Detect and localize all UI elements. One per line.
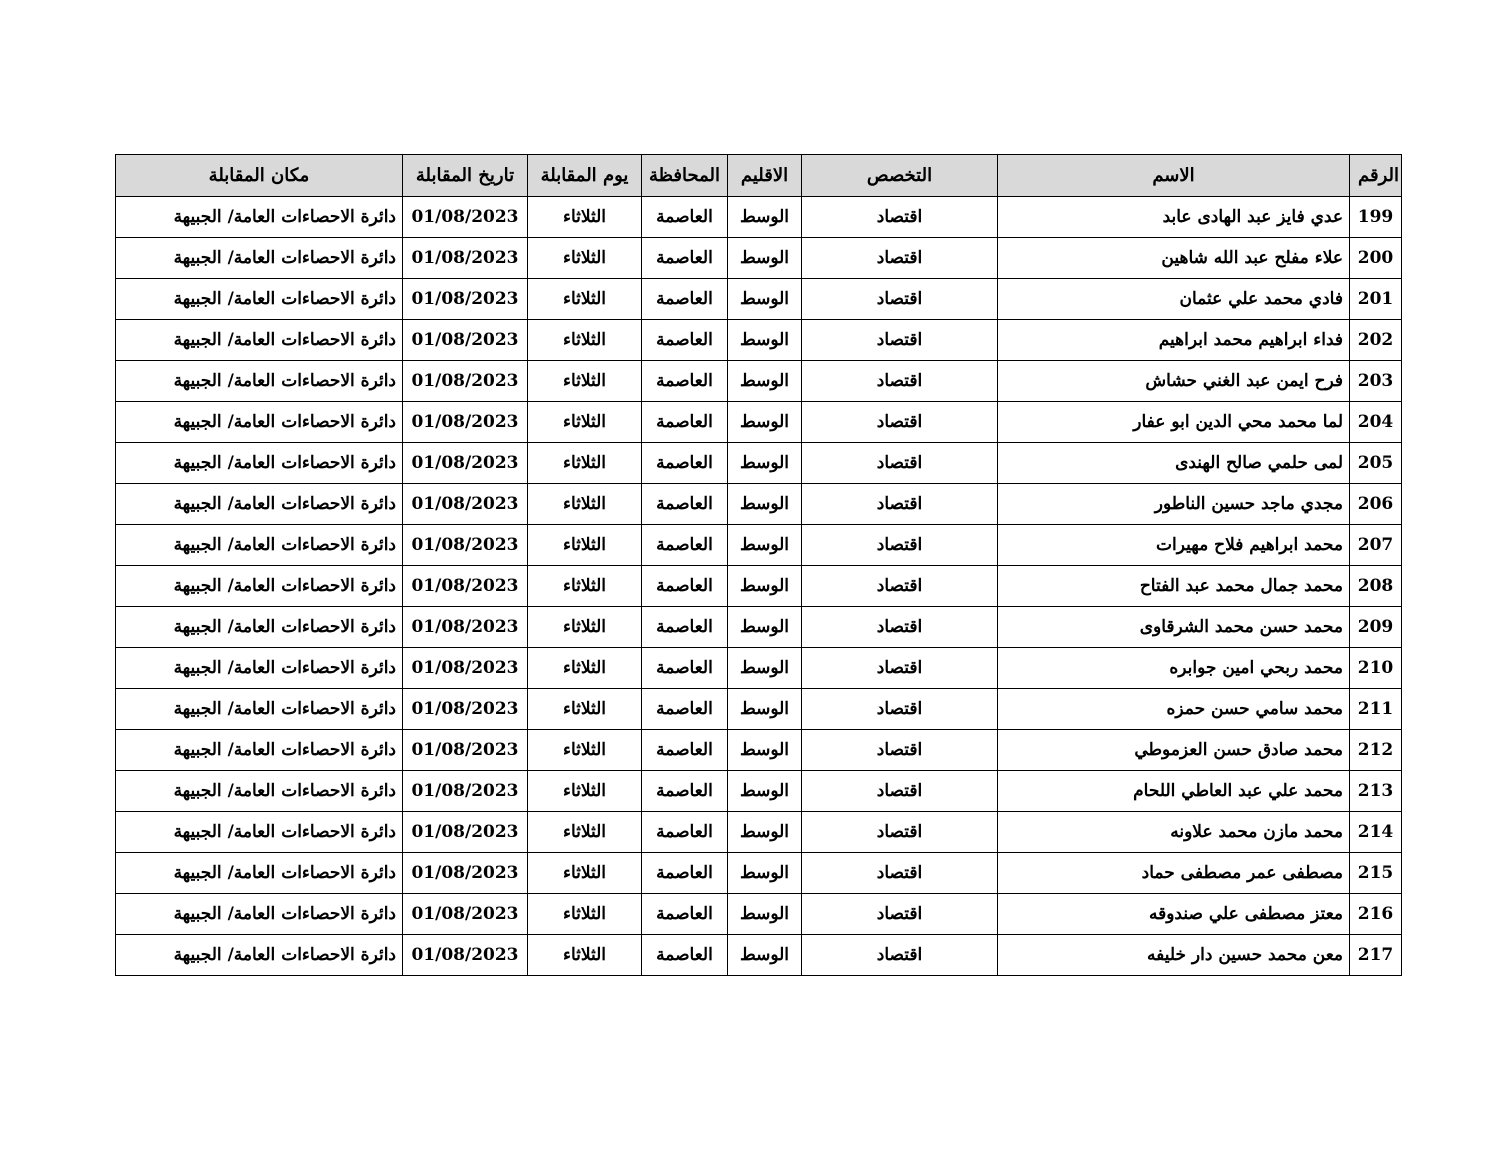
cell-interview-day: الثلاثاء <box>528 320 642 361</box>
cell-number: 207 <box>1350 525 1402 566</box>
table-row <box>116 320 1402 361</box>
table-row <box>116 402 1402 443</box>
cell-region: الوسط <box>728 730 802 771</box>
header-interview-place: مكان المقابلة <box>116 155 403 197</box>
cell-number: 212 <box>1350 730 1402 771</box>
cell-region: الوسط <box>728 197 802 238</box>
cell-governorate: العاصمة <box>642 361 728 402</box>
cell-interview-place: دائرة الاحصاءات العامة/ الجبيهة <box>116 484 403 525</box>
cell-interview-day: الثلاثاء <box>528 771 642 812</box>
cell-region: الوسط <box>728 320 802 361</box>
cell-interview-date: 01/08/2023 <box>403 443 528 484</box>
cell-region: الوسط <box>728 566 802 607</box>
cell-interview-day: الثلاثاء <box>528 402 642 443</box>
cell-specialty: اقتصاد <box>802 484 998 525</box>
table-row <box>116 771 1402 812</box>
cell-interview-date: 01/08/2023 <box>403 730 528 771</box>
cell-specialty: اقتصاد <box>802 648 998 689</box>
cell-interview-place: دائرة الاحصاءات العامة/ الجبيهة <box>116 607 403 648</box>
cell-interview-place: دائرة الاحصاءات العامة/ الجبيهة <box>116 771 403 812</box>
cell-interview-day: الثلاثاء <box>528 443 642 484</box>
cell-interview-place: دائرة الاحصاءات العامة/ الجبيهة <box>116 853 403 894</box>
cell-interview-place: دائرة الاحصاءات العامة/ الجبيهة <box>116 279 403 320</box>
cell-interview-date: 01/08/2023 <box>403 566 528 607</box>
cell-interview-day: الثلاثاء <box>528 197 642 238</box>
header-name: الاسم <box>998 155 1350 197</box>
table-row <box>116 484 1402 525</box>
table-row <box>116 279 1402 320</box>
cell-region: الوسط <box>728 238 802 279</box>
cell-specialty: اقتصاد <box>802 279 998 320</box>
cell-governorate: العاصمة <box>642 894 728 935</box>
cell-region: الوسط <box>728 279 802 320</box>
cell-region: الوسط <box>728 894 802 935</box>
cell-interview-date: 01/08/2023 <box>403 935 528 976</box>
cell-governorate: العاصمة <box>642 443 728 484</box>
cell-governorate: العاصمة <box>642 279 728 320</box>
cell-interview-day: الثلاثاء <box>528 894 642 935</box>
cell-number: 199 <box>1350 197 1402 238</box>
cell-governorate: العاصمة <box>642 197 728 238</box>
cell-region: الوسط <box>728 525 802 566</box>
cell-number: 211 <box>1350 689 1402 730</box>
header-interview-date: تاريخ المقابلة <box>403 155 528 197</box>
table-row <box>116 361 1402 402</box>
cell-interview-day: الثلاثاء <box>528 607 642 648</box>
cell-governorate: العاصمة <box>642 402 728 443</box>
cell-interview-day: الثلاثاء <box>528 853 642 894</box>
cell-number: 202 <box>1350 320 1402 361</box>
cell-governorate: العاصمة <box>642 484 728 525</box>
table-row <box>116 238 1402 279</box>
cell-number: 201 <box>1350 279 1402 320</box>
cell-interview-date: 01/08/2023 <box>403 648 528 689</box>
cell-name: مجدي ماجد حسين الناطور <box>998 484 1350 525</box>
table-row <box>116 443 1402 484</box>
cell-specialty: اقتصاد <box>802 894 998 935</box>
cell-governorate: العاصمة <box>642 525 728 566</box>
document-page <box>115 154 1401 976</box>
cell-interview-place: دائرة الاحصاءات العامة/ الجبيهة <box>116 197 403 238</box>
cell-name: معتز مصطفى علي صندوقه <box>998 894 1350 935</box>
cell-interview-date: 01/08/2023 <box>403 484 528 525</box>
table-row <box>116 525 1402 566</box>
cell-name: معن محمد حسين دار خليفه <box>998 935 1350 976</box>
table-row <box>116 197 1402 238</box>
cell-region: الوسط <box>728 443 802 484</box>
cell-specialty: اقتصاد <box>802 812 998 853</box>
cell-region: الوسط <box>728 484 802 525</box>
header-governorate: المحافظة <box>642 155 728 197</box>
cell-interview-day: الثلاثاء <box>528 525 642 566</box>
cell-interview-date: 01/08/2023 <box>403 607 528 648</box>
cell-interview-day: الثلاثاء <box>528 279 642 320</box>
cell-interview-place: دائرة الاحصاءات العامة/ الجبيهة <box>116 894 403 935</box>
cell-interview-place: دائرة الاحصاءات العامة/ الجبيهة <box>116 443 403 484</box>
cell-interview-day: الثلاثاء <box>528 812 642 853</box>
cell-specialty: اقتصاد <box>802 935 998 976</box>
cell-specialty: اقتصاد <box>802 402 998 443</box>
cell-specialty: اقتصاد <box>802 320 998 361</box>
cell-governorate: العاصمة <box>642 771 728 812</box>
cell-name: محمد صادق حسن العزموطي <box>998 730 1350 771</box>
interview-schedule-table <box>115 154 1402 976</box>
cell-number: 203 <box>1350 361 1402 402</box>
cell-specialty: اقتصاد <box>802 238 998 279</box>
table-row <box>116 894 1402 935</box>
cell-interview-place: دائرة الاحصاءات العامة/ الجبيهة <box>116 402 403 443</box>
cell-number: 213 <box>1350 771 1402 812</box>
cell-number: 214 <box>1350 812 1402 853</box>
cell-name: لمى حلمي صالح الهندى <box>998 443 1350 484</box>
cell-region: الوسط <box>728 607 802 648</box>
cell-specialty: اقتصاد <box>802 689 998 730</box>
cell-interview-date: 01/08/2023 <box>403 402 528 443</box>
cell-interview-date: 01/08/2023 <box>403 771 528 812</box>
cell-interview-day: الثلاثاء <box>528 730 642 771</box>
cell-specialty: اقتصاد <box>802 525 998 566</box>
cell-name: فرح ايمن عبد الغني حشاش <box>998 361 1350 402</box>
cell-interview-date: 01/08/2023 <box>403 320 528 361</box>
cell-region: الوسط <box>728 402 802 443</box>
cell-governorate: العاصمة <box>642 853 728 894</box>
header-specialty: التخصص <box>802 155 998 197</box>
cell-interview-place: دائرة الاحصاءات العامة/ الجبيهة <box>116 566 403 607</box>
cell-governorate: العاصمة <box>642 238 728 279</box>
cell-name: محمد علي عبد العاطي اللحام <box>998 771 1350 812</box>
cell-number: 204 <box>1350 402 1402 443</box>
cell-interview-date: 01/08/2023 <box>403 894 528 935</box>
cell-number: 200 <box>1350 238 1402 279</box>
cell-interview-date: 01/08/2023 <box>403 525 528 566</box>
cell-interview-place: دائرة الاحصاءات العامة/ الجبيهة <box>116 730 403 771</box>
cell-interview-day: الثلاثاء <box>528 238 642 279</box>
cell-specialty: اقتصاد <box>802 730 998 771</box>
cell-region: الوسط <box>728 853 802 894</box>
cell-specialty: اقتصاد <box>802 197 998 238</box>
cell-name: محمد حسن محمد الشرقاوى <box>998 607 1350 648</box>
cell-specialty: اقتصاد <box>802 566 998 607</box>
cell-governorate: العاصمة <box>642 648 728 689</box>
cell-interview-day: الثلاثاء <box>528 648 642 689</box>
header-number: الرقم <box>1350 155 1402 197</box>
cell-interview-place: دائرة الاحصاءات العامة/ الجبيهة <box>116 361 403 402</box>
cell-interview-date: 01/08/2023 <box>403 689 528 730</box>
cell-governorate: العاصمة <box>642 320 728 361</box>
cell-governorate: العاصمة <box>642 607 728 648</box>
cell-interview-date: 01/08/2023 <box>403 361 528 402</box>
cell-region: الوسط <box>728 935 802 976</box>
cell-name: محمد سامي حسن حمزه <box>998 689 1350 730</box>
cell-governorate: العاصمة <box>642 812 728 853</box>
cell-number: 216 <box>1350 894 1402 935</box>
table-header <box>116 155 1402 197</box>
cell-interview-place: دائرة الاحصاءات العامة/ الجبيهة <box>116 238 403 279</box>
cell-region: الوسط <box>728 771 802 812</box>
cell-name: محمد جمال محمد عبد الفتاح <box>998 566 1350 607</box>
cell-number: 206 <box>1350 484 1402 525</box>
cell-specialty: اقتصاد <box>802 607 998 648</box>
cell-interview-place: دائرة الاحصاءات العامة/ الجبيهة <box>116 320 403 361</box>
table-body <box>116 197 1402 976</box>
cell-specialty: اقتصاد <box>802 853 998 894</box>
table-row <box>116 935 1402 976</box>
cell-region: الوسط <box>728 648 802 689</box>
cell-interview-date: 01/08/2023 <box>403 853 528 894</box>
cell-name: عدي فايز عبد الهادى عابد <box>998 197 1350 238</box>
cell-interview-date: 01/08/2023 <box>403 279 528 320</box>
cell-governorate: العاصمة <box>642 730 728 771</box>
cell-name: لما محمد محي الدين ابو عفار <box>998 402 1350 443</box>
cell-governorate: العاصمة <box>642 566 728 607</box>
cell-name: فادي محمد علي عثمان <box>998 279 1350 320</box>
cell-specialty: اقتصاد <box>802 771 998 812</box>
cell-interview-place: دائرة الاحصاءات العامة/ الجبيهة <box>116 689 403 730</box>
cell-name: فداء ابراهيم محمد ابراهيم <box>998 320 1350 361</box>
cell-interview-place: دائرة الاحصاءات العامة/ الجبيهة <box>116 648 403 689</box>
cell-specialty: اقتصاد <box>802 361 998 402</box>
table-row <box>116 730 1402 771</box>
cell-specialty: اقتصاد <box>802 443 998 484</box>
cell-region: الوسط <box>728 812 802 853</box>
cell-number: 209 <box>1350 607 1402 648</box>
table-row <box>116 812 1402 853</box>
cell-interview-place: دائرة الاحصاءات العامة/ الجبيهة <box>116 935 403 976</box>
table-row <box>116 566 1402 607</box>
cell-number: 205 <box>1350 443 1402 484</box>
cell-name: محمد مازن محمد علاونه <box>998 812 1350 853</box>
cell-region: الوسط <box>728 361 802 402</box>
cell-number: 208 <box>1350 566 1402 607</box>
cell-interview-date: 01/08/2023 <box>403 238 528 279</box>
cell-interview-date: 01/08/2023 <box>403 812 528 853</box>
cell-governorate: العاصمة <box>642 689 728 730</box>
cell-governorate: العاصمة <box>642 935 728 976</box>
cell-interview-day: الثلاثاء <box>528 484 642 525</box>
table-row <box>116 607 1402 648</box>
cell-region: الوسط <box>728 689 802 730</box>
cell-interview-day: الثلاثاء <box>528 689 642 730</box>
cell-number: 210 <box>1350 648 1402 689</box>
cell-interview-place: دائرة الاحصاءات العامة/ الجبيهة <box>116 812 403 853</box>
cell-interview-day: الثلاثاء <box>528 361 642 402</box>
cell-interview-day: الثلاثاء <box>528 566 642 607</box>
cell-interview-day: الثلاثاء <box>528 935 642 976</box>
cell-name: محمد ربحي امين جوابره <box>998 648 1350 689</box>
header-interview-day: يوم المقابلة <box>528 155 642 197</box>
table-row <box>116 689 1402 730</box>
header-region: الاقليم <box>728 155 802 197</box>
cell-number: 217 <box>1350 935 1402 976</box>
cell-name: مصطفى عمر مصطفى حماد <box>998 853 1350 894</box>
header-row <box>116 155 1402 197</box>
cell-interview-place: دائرة الاحصاءات العامة/ الجبيهة <box>116 525 403 566</box>
cell-number: 215 <box>1350 853 1402 894</box>
table-row <box>116 648 1402 689</box>
cell-interview-date: 01/08/2023 <box>403 197 528 238</box>
table-row <box>116 853 1402 894</box>
cell-name: محمد ابراهيم فلاح مهيرات <box>998 525 1350 566</box>
cell-name: علاء مفلح عبد الله شاهين <box>998 238 1350 279</box>
